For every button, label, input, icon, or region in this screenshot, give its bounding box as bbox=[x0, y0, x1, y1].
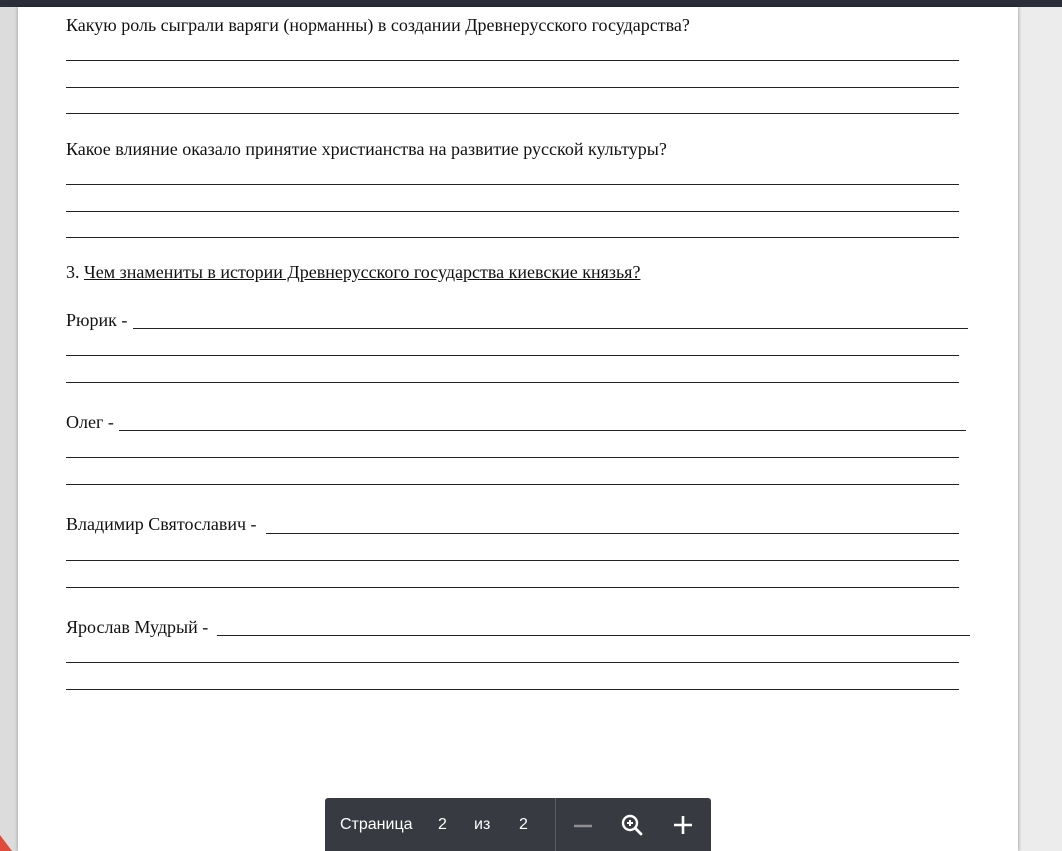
answer-line bbox=[66, 355, 959, 356]
answer-line bbox=[66, 211, 959, 212]
answer-line bbox=[217, 635, 970, 636]
document-page bbox=[18, 7, 1018, 851]
answer-line bbox=[119, 430, 966, 431]
answer-line bbox=[66, 60, 959, 61]
zoom-reset-button[interactable] bbox=[617, 810, 647, 840]
question-3-text: Чем знамениты в истории Древнерусского государства киевские князья? bbox=[84, 262, 641, 282]
answer-line bbox=[66, 87, 959, 88]
answer-line bbox=[66, 689, 959, 690]
viewer-top-bar bbox=[0, 0, 1062, 7]
question-3 bbox=[66, 262, 640, 282]
question-varangians: Какую роль сыграли варяги (норманны) в создании Древнерусского государства? bbox=[66, 15, 690, 35]
page-label: Страница bbox=[340, 816, 413, 833]
total-pages-number: 2 bbox=[519, 816, 528, 833]
zoom-in-button[interactable] bbox=[668, 810, 698, 840]
right-gutter bbox=[1018, 7, 1062, 851]
toolbar-divider bbox=[555, 798, 556, 851]
answer-line bbox=[66, 484, 959, 485]
prince-oleg-label: Олег - bbox=[66, 412, 114, 432]
answer-line bbox=[133, 328, 968, 329]
answer-line bbox=[66, 382, 959, 383]
prince-yaroslav-label: Ярослав Мудрый - bbox=[66, 617, 209, 637]
prince-vladimir-label: Владимир Святославич - bbox=[66, 514, 257, 534]
answer-line bbox=[266, 533, 959, 534]
answer-line bbox=[66, 662, 959, 663]
answer-line bbox=[66, 184, 959, 185]
current-page-number[interactable]: 2 bbox=[438, 816, 447, 833]
of-label: из bbox=[474, 816, 491, 833]
left-gutter bbox=[0, 7, 18, 851]
answer-line bbox=[66, 560, 959, 561]
minus-icon bbox=[568, 810, 598, 840]
answer-line bbox=[66, 457, 959, 458]
pdf-viewer-toolbar bbox=[325, 798, 711, 851]
zoom-out-button[interactable] bbox=[568, 810, 598, 840]
corner-accent bbox=[0, 835, 12, 851]
answer-line bbox=[66, 587, 959, 588]
zoom-in-magnifier-icon bbox=[617, 810, 647, 840]
prince-rurik-label: Рюрик - bbox=[66, 310, 128, 330]
answer-line bbox=[66, 237, 959, 238]
question-number: 3. bbox=[66, 262, 80, 282]
question-christianity: Какое влияние оказало принятие христианства на развитие русской культуры? bbox=[66, 139, 667, 159]
answer-line bbox=[66, 113, 959, 114]
plus-icon bbox=[668, 810, 698, 840]
